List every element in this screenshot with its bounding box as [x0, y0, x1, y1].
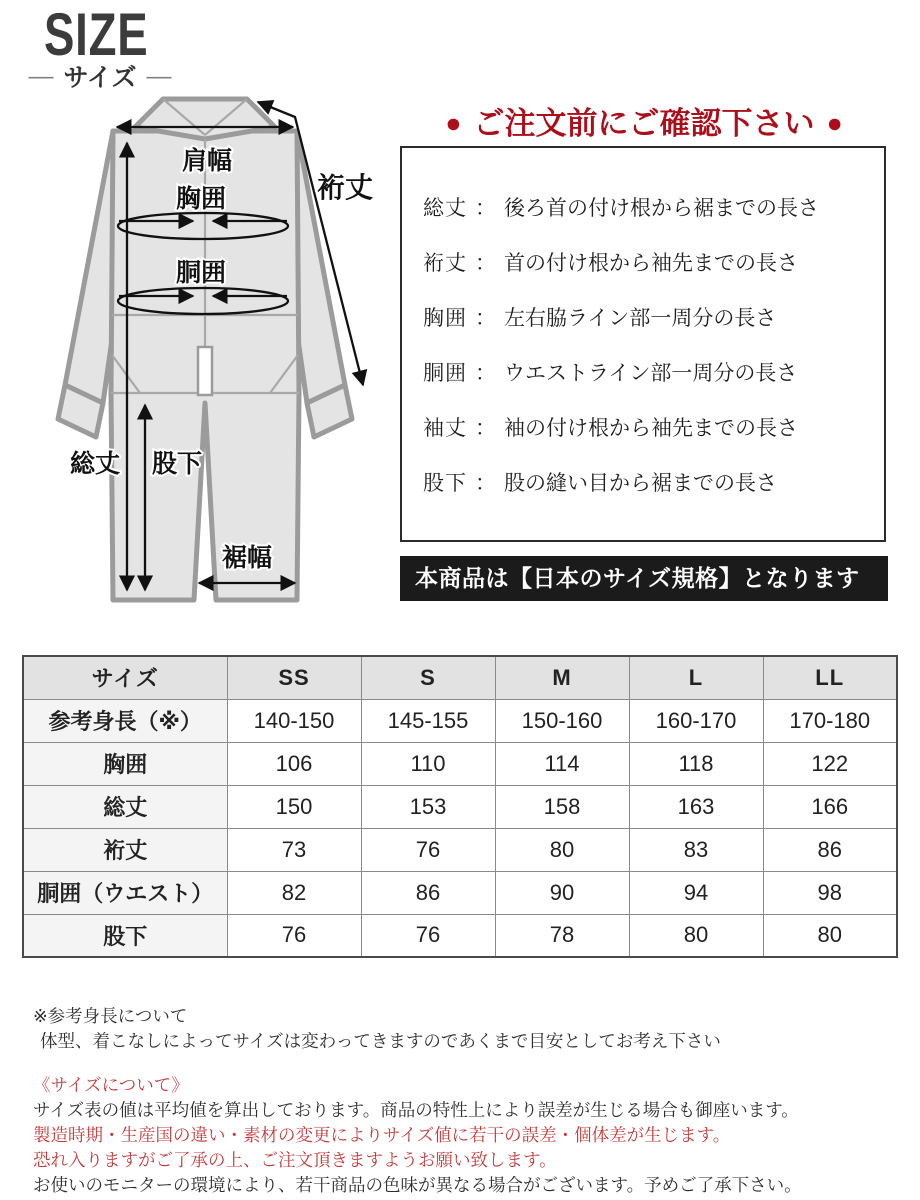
row-label: 胴囲（ウエスト）	[23, 871, 227, 914]
cell-value: 76	[361, 828, 495, 871]
cell-value: 163	[629, 785, 763, 828]
cell-value: 86	[763, 828, 897, 871]
cell-value: 94	[629, 871, 763, 914]
cell-value: 80	[629, 914, 763, 957]
definition-desc: 袖の付け根から袖先までの長さ	[504, 416, 798, 440]
diagram-label-sleeve-reach: 裄丈	[316, 172, 374, 203]
cell-value: 82	[227, 871, 361, 914]
cell-value: 150-160	[495, 699, 629, 742]
definition-colon: ：	[475, 416, 496, 440]
row-label: 裄丈	[23, 828, 227, 871]
confirm-panel-heading	[398, 98, 890, 143]
definition-term: 裄丈	[423, 251, 467, 275]
diagram-label-waist: 胴囲	[175, 259, 227, 287]
definition-desc: 後ろ首の付け根から裾までの長さ	[504, 196, 819, 220]
row-label: 胸囲	[23, 742, 227, 785]
definition-colon: ：	[475, 306, 496, 330]
definition-colon: ：	[475, 196, 496, 220]
measurement-definitions-box	[400, 146, 886, 542]
diagram-label-total-length: 総丈	[69, 450, 121, 478]
diagram-label-shoulder-width: 肩幅	[181, 147, 233, 175]
note-reference-height-body: 体型、着こなしによってサイズは変わってきますのであくまで目安としてお考え下さい	[40, 1031, 721, 1051]
size-table-header-cell: S	[361, 656, 495, 699]
page-subtitle-text: サイズ	[63, 64, 137, 92]
definition-term: 胴囲	[423, 361, 467, 385]
definition-term: 胸囲	[423, 306, 467, 330]
cell-value: 73	[227, 828, 361, 871]
cell-value: 106	[227, 742, 361, 785]
size-table-header-cell: SS	[227, 656, 361, 699]
row-label: 総丈	[23, 785, 227, 828]
cell-value: 110	[361, 742, 495, 785]
definition-row	[402, 179, 884, 234]
cell-value: 80	[763, 914, 897, 957]
cell-value: 76	[227, 914, 361, 957]
definition-term: 総丈	[423, 196, 467, 220]
table-row	[23, 914, 897, 957]
definition-row	[402, 289, 884, 344]
cell-value: 78	[495, 914, 629, 957]
table-row	[23, 742, 897, 785]
cell-value: 76	[361, 914, 495, 957]
cell-value: 98	[763, 871, 897, 914]
cell-value: 114	[495, 742, 629, 785]
note-manufacturing-variance: 製造時期・生産国の違い・素材の変更によりサイズ値に若干の誤差・個体差が生じます。	[33, 1125, 731, 1145]
coverall-zipper	[198, 347, 212, 395]
cell-value: 166	[763, 785, 897, 828]
definition-colon: ：	[475, 471, 496, 495]
coverall-collar	[135, 99, 275, 139]
heading-bullet-right: ●	[826, 108, 843, 138]
cell-value: 160-170	[629, 699, 763, 742]
table-row	[23, 699, 897, 742]
cell-value: 153	[361, 785, 495, 828]
diagram-label-inseam: 股下	[151, 450, 203, 478]
definition-colon: ：	[475, 251, 496, 275]
table-row	[23, 871, 897, 914]
note-please-understand: 恐れ入りますがご了承の上、ご注文頂きますようお願い致します。	[33, 1150, 557, 1170]
definition-row	[402, 399, 884, 454]
heading-bullet-left: ●	[445, 108, 462, 138]
cell-value: 150	[227, 785, 361, 828]
size-table	[22, 655, 898, 958]
note-reference-height-title: ※参考身長について	[33, 1006, 188, 1026]
size-table-header-cell: M	[495, 656, 629, 699]
cell-value: 170-180	[763, 699, 897, 742]
size-table-header-cell: LL	[763, 656, 897, 699]
diagram-label-hem-width: 裾幅	[221, 544, 273, 572]
definition-desc: ウエストライン部一周分の長さ	[504, 361, 798, 385]
note-about-size-heading: 《サイズについて》	[33, 1075, 189, 1095]
japan-size-notice-bar: 本商品は【日本のサイズ規格】となります	[400, 556, 888, 601]
definition-desc: 首の付け根から袖先までの長さ	[504, 251, 798, 275]
definition-colon: ：	[475, 361, 496, 385]
row-label: 股下	[23, 914, 227, 957]
size-table-header-cell: サイズ	[23, 656, 227, 699]
cell-value: 118	[629, 742, 763, 785]
definition-term: 股下	[423, 471, 467, 495]
cell-value: 90	[495, 871, 629, 914]
page-title: SIZE	[44, 1, 149, 68]
diagram-label-chest: 胸囲	[175, 185, 227, 213]
confirm-heading-text: ご注文前にご確認下さい	[473, 106, 815, 141]
cell-value: 83	[629, 828, 763, 871]
garment-measurement-diagram	[55, 85, 403, 637]
note-monitor-color: お使いのモニターの環境により、若干商品の色味が異なる場合がございます。予めご了承下さい。	[33, 1175, 802, 1195]
row-label: 参考身長（※）	[23, 699, 227, 742]
definition-term: 袖丈	[423, 416, 467, 440]
definition-row	[402, 234, 884, 289]
cell-value: 80	[495, 828, 629, 871]
definition-row	[402, 454, 884, 509]
note-average-values: サイズ表の値は平均値を算出しております。商品の特性上により誤差が生じる場合も御座います。	[33, 1100, 799, 1120]
table-row	[23, 785, 897, 828]
size-table-header-row	[23, 656, 897, 699]
table-row	[23, 828, 897, 871]
cell-value: 145-155	[361, 699, 495, 742]
definition-row	[402, 344, 884, 399]
size-table-header-cell: L	[629, 656, 763, 699]
subtitle-dash-right: —	[146, 61, 172, 90]
cell-value: 86	[361, 871, 495, 914]
subtitle-dash-left: —	[28, 61, 54, 90]
definition-desc: 左右脇ライン部一周分の長さ	[504, 306, 777, 330]
cell-value: 140-150	[227, 699, 361, 742]
cell-value: 158	[495, 785, 629, 828]
definition-desc: 股の縫い目から裾までの長さ	[504, 471, 777, 495]
cell-value: 122	[763, 742, 897, 785]
